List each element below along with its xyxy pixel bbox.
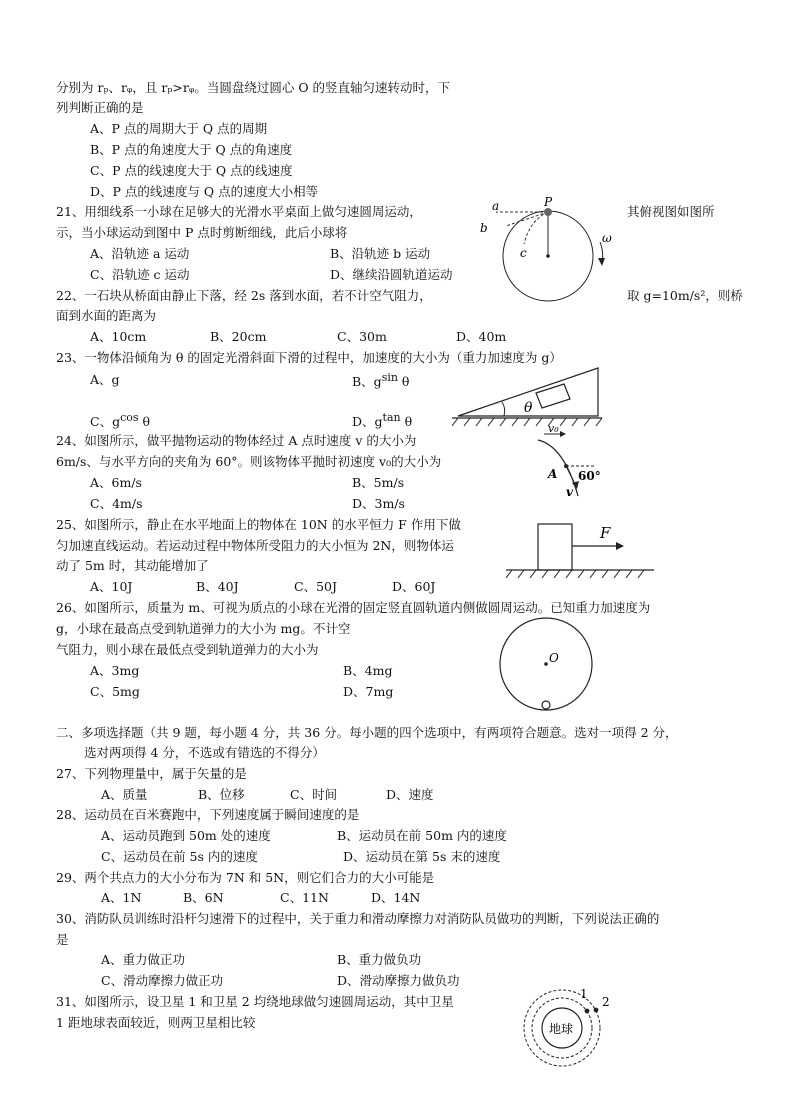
q29-option-c: C、11N	[280, 890, 329, 905]
q22-stem-line1-end: 取 g=10m/s²，则桥	[627, 288, 743, 303]
q28-option-a: A、运动员跑到 50m 处的速度	[101, 828, 271, 843]
q23-figure	[452, 362, 608, 434]
q30-option-b: B、重力做负功	[337, 952, 422, 967]
q26-label-o: O	[549, 651, 559, 665]
q24-option-b: B、5m/s	[352, 475, 405, 490]
q21-stem-line1: 21、用细线系一小球在足够大的光滑水平桌面上做匀速圆周运动，	[56, 204, 422, 219]
q23-option-c-fn: cos	[120, 411, 139, 424]
q21-label-p: P	[544, 195, 553, 209]
q25-ground-hatch	[506, 570, 644, 578]
q24-label-angle: 60°	[578, 469, 601, 483]
q25-stem-line3: 动了 5m 时，其动能增加了	[56, 558, 209, 573]
q21-label-omega: ω	[602, 231, 612, 245]
section2-heading-line2: 选对两项得 4 分，不选或有错选的不得分）	[84, 745, 325, 760]
q26-ball	[542, 701, 550, 709]
q25-option-b: B、40J	[196, 579, 239, 594]
q24-option-d: D、3m/s	[352, 496, 405, 511]
q24-label-a: A	[548, 467, 558, 481]
q29-stem: 29、两个共点力的大小分布为 7N 和 5N，则它们合力的大小可能是	[56, 870, 435, 885]
q23-option-a: A、g	[90, 372, 120, 387]
q26-figure	[494, 616, 598, 718]
q30-stem-line1: 30、消防队员训练时沿杆匀速滑下的过程中，关于重力和滑动摩擦力对消防队员做功的判断，下列说法正确的	[56, 911, 660, 926]
q29-option-d: D、14N	[371, 890, 421, 905]
q30-option-d: D、滑动摩擦力做负功	[337, 973, 460, 988]
q21-ball	[544, 208, 552, 216]
q26-option-d: D、7mg	[343, 684, 394, 699]
q21-option-c: C、沿轨迹 c 运动	[90, 267, 190, 282]
q21-option-b: B、沿轨迹 b 运动	[330, 246, 431, 261]
q23-option-b	[352, 370, 409, 390]
q24-stem-line2: 6m/s、与水平方向的夹角为 60°。则该物体平抛时初速度 v₀的大小为	[56, 454, 442, 469]
q25-label-f: F	[600, 524, 611, 542]
q30-option-a: A、重力做正功	[101, 952, 186, 967]
q22-option-a: A、10cm	[90, 329, 147, 344]
q24-option-c: C、4m/s	[90, 496, 143, 511]
q29-option-a: A、1N	[101, 890, 142, 905]
q23-ground-hatch	[452, 418, 602, 426]
q26-center-dot	[544, 662, 548, 666]
q24-v0-arrowhead	[560, 431, 566, 437]
q22-option-b: B、20cm	[210, 329, 267, 344]
q22-stem-line2: 面到水面的距离为	[56, 308, 157, 323]
q27-option-c: C、时间	[290, 787, 338, 802]
q26-option-a: A、3mg	[90, 663, 140, 678]
q22-option-c: C、30m	[337, 329, 387, 344]
q25-force-arrowhead	[616, 542, 624, 550]
q23-stem: 23、一物体沿倾角为 θ 的固定光滑斜面下滑的过程中，加速度的大小为（重力加速度为 g）	[56, 350, 562, 365]
q23-option-b-fn: sin	[381, 371, 398, 384]
q23-option-d-prefix: D、g	[352, 414, 383, 430]
q21-label-c: c	[520, 246, 527, 260]
q31-satellite-2	[594, 1008, 599, 1013]
q21-center-dot	[546, 254, 550, 258]
q20-stem-line2: 列判断正确的是	[56, 100, 144, 115]
q22-option-d: D、40m	[456, 329, 507, 344]
q30-option-c: C、滑动摩擦力做正功	[101, 973, 224, 988]
q27-stem: 27、下列物理量中，属于矢量的是	[56, 766, 247, 781]
q25-figure	[504, 518, 656, 586]
q20-option-c: C、P 点的线速度大于 Q 点的线速度	[90, 163, 293, 178]
q21-option-a: A、沿轨迹 a 运动	[90, 246, 190, 261]
q23-option-c	[90, 410, 150, 430]
q28-option-b: B、运动员在前 50m 内的速度	[337, 828, 507, 843]
q24-label-v: v	[566, 485, 573, 499]
q24-figure	[534, 426, 614, 502]
q27-option-b: B、位移	[198, 787, 245, 802]
q25-option-a: A、10J	[90, 579, 133, 594]
q23-option-d-fn: tan	[382, 411, 401, 424]
q25-option-d: D、60J	[392, 579, 436, 594]
q25-option-c: C、50J	[294, 579, 337, 594]
q20-option-b: B、P 点的角速度大于 Q 点的角速度	[90, 142, 293, 157]
q22-stem-line1: 22、一石块从桥面由静止下落，经 2s 落到水面，若不计空气阻力，	[56, 288, 432, 303]
q28-option-c: C、运动员在前 5s 内的速度	[101, 849, 258, 864]
q21-option-d: D、继续沿圆轨道运动	[330, 267, 453, 282]
q24-option-a: A、6m/s	[90, 475, 142, 490]
q23-label-theta: θ	[524, 400, 533, 416]
q21-label-b: b	[480, 221, 488, 235]
q26-stem-line1: 26、如图所示，质量为 m、可视为质点的小球在光滑的固定竖直圆轨道内侧做圆周运动。已知重力加速度为	[56, 600, 651, 615]
q27-option-a: A、质量	[101, 787, 148, 802]
q25-block	[538, 524, 572, 570]
q24-label-v0: v₀	[548, 426, 559, 435]
q21-figure	[478, 194, 618, 306]
q31-label-earth: 地球	[549, 1022, 574, 1036]
q20-stem-line1: 分别为 rₚ、rᵩ，且 rₚ>rᵩ。当圆盘绕过圆心 O 的竖直轴匀速转动时，下	[56, 80, 451, 95]
q31-label-1: 1	[580, 987, 588, 1001]
q21-rotation-arrowhead	[598, 258, 605, 266]
q26-option-c: C、5mg	[90, 684, 140, 699]
q24-stem-line1: 24、如图所示，做平抛物运动的物体经过 A 点时速度 v 的大小为	[56, 433, 417, 448]
q21-stem-line2: 示，当小球运动到图中 P 点时剪断细线，此后小球将	[56, 225, 348, 240]
q25-stem-line2: 匀加速直线运动。若运动过程中物体所受阻力的大小恒为 2N，则物体运	[56, 538, 454, 553]
q25-stem-line1: 25、如图所示，静止在水平地面上的物体在 10N 的水平恒力 F 作用下做	[56, 517, 461, 532]
q21-path-b	[506, 212, 548, 226]
q21-label-a: a	[492, 199, 500, 213]
q26-option-b: B、4mg	[343, 663, 393, 678]
q23-option-d-suffix: θ	[400, 414, 413, 430]
section2-heading-line1: 二、多项选择题（共 9 题，每小题 4 分，共 36 分。每小题的四个选项中，有两项符合题意。选对一项得 2 分，	[56, 725, 678, 740]
q23-angle-arc	[502, 402, 505, 416]
q31-satellite-1	[585, 1009, 590, 1014]
q31-stem-line2: 1 距地球表面较近，则两卫星相比较	[56, 1015, 256, 1030]
q20-option-d: D、P 点的线速度与 Q 点的速度大小相等	[90, 184, 319, 199]
q31-label-2: 2	[602, 995, 610, 1009]
q26-stem-line2: g，小球在最高点受到轨道弹力的大小为 mg。不计空	[56, 621, 351, 636]
q23-option-b-prefix: B、g	[352, 374, 382, 390]
q28-stem: 28、运动员在百米赛跑中，下列速度属于瞬间速度的是	[56, 807, 360, 822]
q26-stem-line3: 气阻力，则小球在最低点受到轨道弹力的大小为	[56, 642, 319, 657]
q20-option-a: A、P 点的周期大于 Q 点的周期	[90, 121, 268, 136]
q29-option-b: B、6N	[183, 890, 224, 905]
q30-stem-line2: 是	[56, 932, 69, 947]
q23-option-d	[352, 410, 412, 430]
q23-option-c-prefix: C、g	[90, 414, 121, 430]
q23-option-b-suffix: θ	[397, 374, 410, 390]
q31-stem-line1: 31、如图所示，设卫星 1 和卫星 2 均绕地球做匀速圆周运动，其中卫星	[56, 994, 454, 1009]
q27-option-d: D、速度	[386, 787, 434, 802]
q23-option-c-suffix: θ	[138, 414, 151, 430]
q31-figure	[514, 984, 614, 1070]
q28-option-d: D、运动员在第 5s 末的速度	[343, 849, 501, 864]
q21-stem-line1-end: 其俯视图如图所	[627, 204, 715, 219]
q21-path-c	[524, 212, 548, 244]
